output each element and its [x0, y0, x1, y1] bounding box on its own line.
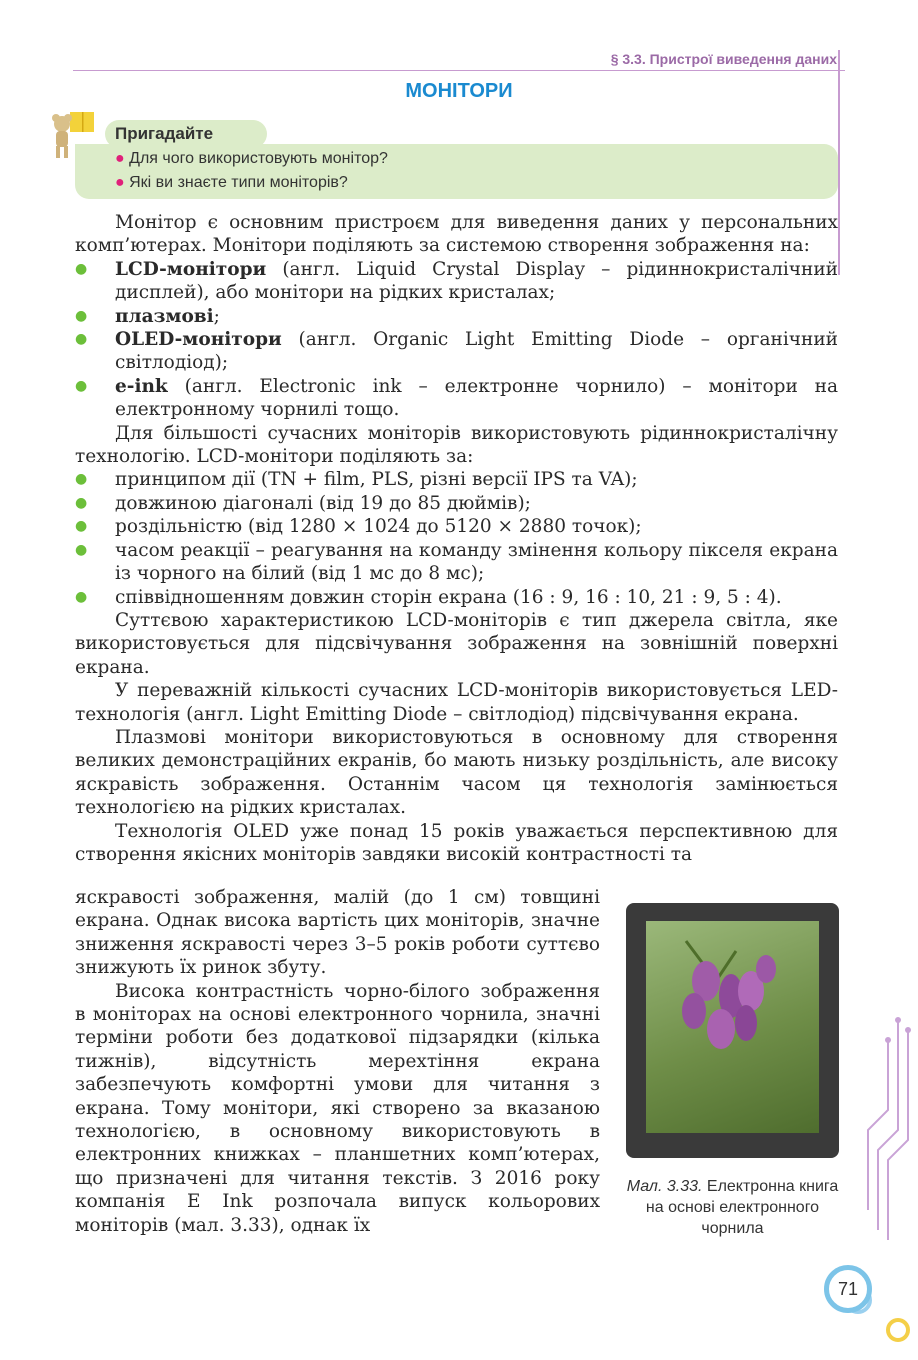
list-item: ● принципом дії (TN + film, PLS, різні версії IPS та VA);: [75, 468, 838, 491]
question-item: ● Які ви знаєте типи моніторів?: [115, 174, 348, 191]
paragraph: У переважній кількості сучасних LCD-моніторів використовується LED-технологія (англ. Light Emitting Diode – світлодіод) підсвічування екрана.: [75, 680, 838, 725]
ebook-image: [626, 903, 839, 1158]
list-item: ● LCD-монітори (англ. Liquid Crystal Display – рідиннокристалічний дисплей), або монітори на рідких кристалах;: [75, 258, 838, 305]
paragraph: Суттєвою характеристикою LCD-моніторів є тип джерела світла, яке використовується для підсвічування зображення на зовнішній поверхні екрана.: [75, 609, 838, 678]
page-number: 71: [824, 1265, 872, 1313]
narrow-text: [75, 886, 600, 1237]
list-item: ● довжиною діагоналі (від 19 до 85 дюймів);: [75, 492, 838, 515]
main-text: [75, 211, 838, 866]
running-header: [73, 46, 845, 71]
flower-icon: [646, 921, 819, 1133]
list-item: ● роздільністю (від 1280 × 1024 до 5120 × 2880 точок);: [75, 515, 838, 538]
ebook-screen: [646, 921, 819, 1133]
list-item: ● плазмові;: [75, 305, 838, 328]
list-item: ● e-ink (англ. Electronic ink – електронне чорнило) – монітори на електронному чорнилі тощо.: [75, 375, 838, 422]
paragraph: Для більшості сучасних моніторів використовують рідиннокристалічну технологію. LCD-монітори поділяють за:: [75, 422, 838, 468]
paragraph: яскравості зображення, малій (до 1 см) товщині екрана. Однак висока вартість цих моніторів, значне зниження яскравості через 3–5 років роботи суттєво знижують їх ринок збуту.: [75, 887, 600, 979]
list-item: ● OLED-монітори (англ. Organic Light Emitting Diode – органічний світлодіод);: [75, 328, 838, 375]
remember-title: Пригадайте: [115, 124, 214, 143]
paragraph: Висока контрастність чорно-білого зображення в моніторах на основі електронного чорнила, значні терміни роботи без додаткової підзарядки (кілька тижнів), відсутність мерехтіння екрана забезпечують комфортні умови для читання з екрана. Тому монітори, які створено за вказаною технологією, в основному використовують в електронних книжках – планшетних комп’ютерах, що призначені для читання текстів. З 2016 року компанія E Ink розпочала випуск кольорових моніторів (мал. 3.33), однак їх: [75, 980, 600, 1236]
paragraph: Плазмові монітори використовуються в основному для створення великих демонстраційних екранів, бо мають низьку роздільність, але високу яскравість зображення. Останнім часом ця технологія замінюється технологією на рідких кристалах.: [75, 726, 838, 819]
paragraph: Технологія OLED уже понад 15 років уважається перспективною для створення якісних моніторів завдяки високій контрастності та: [75, 820, 838, 865]
section-title: § 3.3. Пристрої виведення даних: [610, 51, 837, 67]
remember-box: [75, 118, 838, 200]
question-item: ● Для чого використовують монітор?: [115, 150, 388, 167]
page-title: МОНІТОРИ: [405, 80, 513, 102]
figure-caption: Мал. 3.33. Електронна книга на основі електронного чорнила: [626, 1178, 839, 1237]
list-item: ● часом реакції – реагування на команду змінення кольору пікселя екрана із чорного на білий (від 1 мс до 8 мс);: [75, 539, 838, 586]
paragraph: Монітор є основним пристроєм для виведення даних у персональних комп’ютерах. Монітори поділяють за системою створення зображення на:: [75, 212, 838, 257]
list-item: ● співвідношенням довжин сторін екрана (16 : 9, 16 : 10, 21 : 9, 5 : 4).: [75, 586, 838, 609]
